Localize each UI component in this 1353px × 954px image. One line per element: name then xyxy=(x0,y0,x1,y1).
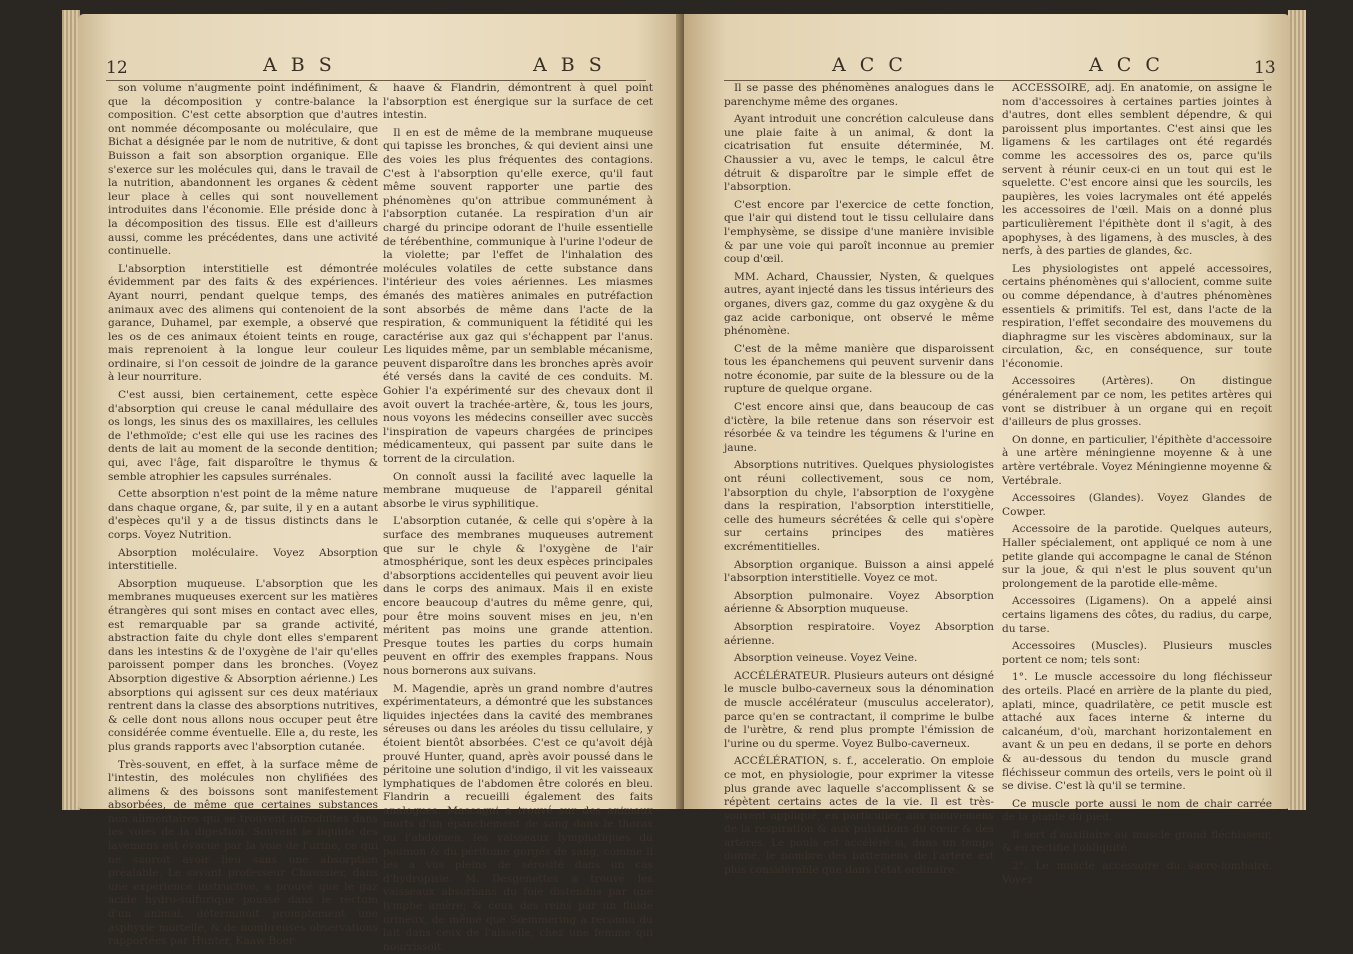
paragraph: ACCÉLÉRATION, s. f., acceleratio. On emploie ce mot, en physiologie, pour exprimer la vitesse plus grande avec laquelle s'accomplissent & se répètent certains actes de la vie. Il est très-souvent appliqué, en particulier, aux mouvemens de la respiration & aux pulsations du cœur & des artères. Le pouls est accéléré si, dans un temps donné, le nombre des battemens de l'artère est plus considérable que dans l'état ordinaire. xyxy=(724,755,994,877)
text-column-right-1 xyxy=(724,82,994,877)
paragraph: haave & Flandrin, démontrent à quel point l'absorption est énergique sur la surface de cet intestin. xyxy=(383,82,653,122)
paragraph: L'absorption interstitielle est démontrée évidemment par des faits & des expériences. Ayant nourri, pendant quelque temps, des animaux avec des alimens qui contenoient de la garance, Duhamel, par exemple, a observé que les os de ces animaux étoient teints en rouge, mais reprenoient à la longue leur couleur ordinaire, si l'on cessoit de joindre de la garance à leur nourriture. xyxy=(108,262,378,384)
paragraph: Cette absorption n'est point de la même nature dans chaque organe, &, par suite, il y en a autant d'espèces qu'il y a de tissus distincts dans le corps. Voyez Nutrition. xyxy=(108,488,378,541)
paragraph: Il sert d'auxiliaire au muscle grand fléchisseur, & en rectifie l'obliquité. xyxy=(1002,828,1272,855)
header-rule xyxy=(106,80,646,81)
paragraph: Absorption muqueuse. L'absorption que les membranes muqueuses exercent sur les matières étrangères qui sont mises en contact avec elles, est remarquable par sa grande activité, abstraction faite du chyle dont elles s'emparent dans les intestins & de l'oxygène de l'air qu'elles paroissent pomper dans les bronches. (Voyez Absorption digestive & Absorption aérienne.) Les absorptions qui agissent sur ces deux matériaux rentrent dans la classe des absorptions nutritives, & celle dont nous allons nous occuper peut être considérée comme éventuelle. Elle a, du reste, les plus grands rapports avec l'absorption cutanée. xyxy=(108,577,378,753)
running-head-left-1: A B S xyxy=(263,54,336,76)
paragraph: Il en est de même de la membrane muqueuse qui tapisse les bronches, & qui devient ainsi une des voies les plus fréquentes des contagions. C'est à l'absorption qu'elle exerce, qu'il faut même souvent rapporter une partie des phénomènes qu'on attribue communément à l'absorption cutanée. La respiration d'un air chargé du principe odorant de l'huile essentielle de térébenthine, communique à l'urine l'odeur de la violette; par l'effet de l'inhalation des molécules volatiles de cette substance dans l'intérieur des voies aériennes. Les miasmes émanés des matières animales en putréfaction sont absorbés de même dans l'acte de la respiration, & communiquent la fétidité qui les caractérise aux gaz qui s'échappent par l'anus. Les liquides même, par un semblable mécanisme, peuvent disparoître dans les bronches après avoir été versés dans la cavité de ces conduits. M. Gohier l'a expérimenté sur des chevaux dont il avoit ouvert la trachée-artère, &, tous les jours, nous voyons les médecins conseiller avec succès l'inspiration de vapeurs chargées de principes médicamenteux, qui passent par suite dans le torrent de la circulation. xyxy=(383,126,653,466)
paragraph: C'est encore ainsi que, dans beaucoup de cas d'ictère, la bile retenue dans son réservoir est résorbée & va teindre les tégumens & l'urine en jaune. xyxy=(724,401,994,454)
running-head-left-2: A B S xyxy=(533,54,606,76)
paragraph: Très-souvent, en effet, à la surface même de l'intestin, des molécules non chylifiées des alimens & des boissons sont manifestement absorbées, de même que certaines substances non alimentaires qui se trouvent introduites dans les voies de la digestion. Souvent le liquide des lavemens est évacué par la voie de l'urine, ce qui ne sauroit avoir lieu sans une absorption préalable. Le savant professeur Chaussier, dans une expérience instructive, a prouvé que le gaz acide hydro-sulfurique poussé dans le rectum d'un animal, déterminoit promptement une asphyxie mortelle, & de nombreuses observations rapportées par Hunter, Kaaw Boer- xyxy=(108,758,378,948)
right-page-edges xyxy=(1288,10,1306,810)
paragraph: ACCESSOIRE, adj. En anatomie, on assigne le nom d'accessoires à certaines parties jointes à d'autres, dont elles semblent dépendre, & qui paroissent plus importantes. C'est ainsi que les ligamens & les cartilages ont été regardés comme les accessoires des os, parce qu'ils servent à réunir ceux-ci en un tout qui est le squelette. C'est encore ainsi que les sourcils, les paupières, les voies lacrymales ont été appelés les accessoires de l'œil. Mais on a donné plus particulièrement l'épithète dont il s'agit, à des apophyses, à des ligamens, à des muscles, à des nerfs, à des parties de glandes, &c. xyxy=(1002,82,1272,258)
paragraph: Ce muscle porte aussi le nom de chair carrée de la plante du pied. xyxy=(1002,797,1272,824)
paragraph: 1°. Le muscle accessoire du long fléchisseur des orteils. Placé en arrière de la plante du pied, aplati, mince, quadrilatère, ce petit muscle est attaché aux faces interne & interne du calcanéum, d'où, marchant horizontalement en avant & un peu en dedans, il se porte en dehors & au-dessous du tendon du muscle grand fléchisseur commun des orteils, vers le point où il se divise. C'est là qu'il se termine. xyxy=(1002,671,1272,793)
page-number-right: 13 xyxy=(1254,58,1276,78)
paragraph: Absorption pulmonaire. Voyez Absorption aérienne & Absorption muqueuse. xyxy=(724,589,994,616)
paragraph: Absorption respiratoire. Voyez Absorption aérienne. xyxy=(724,620,994,647)
paragraph: Absorption moléculaire. Voyez Absorption interstitielle. xyxy=(108,546,378,573)
paragraph: Il se passe des phénomènes analogues dans le parenchyme même des organes. xyxy=(724,82,994,108)
paragraph: C'est de la même manière que disparoissent tous les épanchemens qui peuvent survenir dans notre économie, par suite de la blessure ou de la rupture de quelque organe. xyxy=(724,342,994,396)
left-page xyxy=(78,14,684,953)
paragraph: MM. Achard, Chaussier, Nysten, & quelques autres, ayant injecté dans les tissus intérieurs des organes, divers gaz, comme du gaz oxygène & du gaz acide carbonique, ont observé le même phénomène. xyxy=(724,270,994,338)
header-rule xyxy=(724,80,1264,81)
paragraph: Accessoire de la parotide. Quelques auteurs, Haller spécialement, ont appliqué ce nom à une petite glande qui accompagne le canal de Sténon sur la joue, & qui n'est le plus souvent qu'un prolongement de la parotide elle-même. xyxy=(1002,523,1272,590)
paragraph: ACCÉLÉRATEUR. Plusieurs auteurs ont désigné le muscle bulbo-caverneux sous la dénomination de muscle accélérateur (musculus accelerator), parce qu'en se contractant, il comprime le bulbe de l'urètre, & rend plus prompte l'émission de l'urine ou du sperme. Voyez Bulbo-caverneux. xyxy=(724,669,994,750)
paragraph: L'absorption cutanée, & celle qui s'opère à la surface des membranes muqueuses autrement que sur le chyle & l'oxygène de l'air atmosphérique, sont les deux espèces principales d'absorptions accidentelles qui peuvent avoir lieu dans le corps des animaux. Mais il en existe encore beaucoup d'autres du même genre, qui, pour être moins souvent mises en jeu, n'en méritent pas moins une grande attention. Presque toutes les parties du corps humain peuvent en offrir des exemples frappans. Nous nous bornerons aux suivans. xyxy=(383,515,653,677)
text-column-right-2 xyxy=(1002,82,1272,886)
paragraph: 2°. Le muscle accessoire du sacro-lombaire. Voyez xyxy=(1002,860,1272,886)
paragraph: Accessoires (Artères). On distingue généralement par ce nom, les petites artères qui vont se distribuer à un organe qui en reçoit d'ailleurs de plus grosses. xyxy=(1002,375,1272,429)
running-head-right-1: A C C xyxy=(832,54,907,76)
paragraph: Accessoires (Muscles). Plusieurs muscles portent ce nom; tels sont: xyxy=(1002,640,1272,666)
paragraph: C'est aussi, bien certainement, cette espèce d'absorption qui creuse le canal médullaire des os longs, les sinus des os maxillaires, les cellules de l'ethmoïde; c'est elle qui use les racines des dents de lait au moment de la seconde dentition; qui, avec l'âge, fait disparoître le thymus & semble atrophier les capsules surrénales. xyxy=(108,389,378,483)
text-column-left-1 xyxy=(108,82,378,948)
running-head-right-2: A C C xyxy=(1089,54,1164,76)
page-number-left: 12 xyxy=(106,58,128,78)
paragraph: Accessoires (Ligamens). On a appelé ainsi certains ligamens des côtes, du radius, du carpe, du tarse. xyxy=(1002,595,1272,635)
paragraph: Absorption organique. Buisson a ainsi appelé l'absorption interstitielle. Voyez ce mot. xyxy=(724,558,994,585)
paragraph: M. Magendie, après un grand nombre d'autres expérimentateurs, a démontré que les substances liquides injectées dans la cavité des membranes séreuses ou dans les aréoles du tissu cellulaire, y étoient bientôt absorbées. C'est ce qu'avoit déjà prouvé Hunter, quand, après avoir poussé dans le péritoine une solution d'indigo, il vit les vaisseaux lymphatiques de l'abdomen être colorés en bleu. Flandrin a recueilli également des faits analogues. Mascagni a trouvé sur des animaux morts d'un épanchement de sang dans le thorax ou l'abdomen, les vaisseaux lymphatiques du poumon & du péritoine gorgés de sang, comme il les a vus pleins de sérosité dans un cas d'hydropisie. M. Desgenettes a trouvé les vaisseaux absorbans du foie distendus par une lymphe amère; & ceux des reins par un fluide urineux, de même que Sœmmering a reconnu du lait dans ceux de l'aisselle, chez une femme qui nourrissoit. xyxy=(383,682,653,953)
paragraph: C'est encore par l'exercice de cette fonction, que l'air qui distend tout le tissu cellulaire dans l'emphysème, se dissipe d'une manière invisible & par une voie qui paroît inconnue au premier coup d'œil. xyxy=(724,198,994,266)
paragraph: Ayant introduit une concrétion calculeuse dans une plaie faite à un animal, & dont la cicatrisation fut ensuite déterminée, M. Chaussier a vu, avec le temps, le calcul être détruit & disparoître par le simple effet de l'absorption. xyxy=(724,113,994,194)
right-page xyxy=(684,14,1290,886)
paragraph: Les physiologistes ont appelé accessoires, certains phénomènes qui s'allocient, comme suite ou comme dépendance, à d'autres phénomènes essentiels & primitifs. Tel est, dans l'acte de la respiration, l'effet secondaire des mouvemens du diaphragme sur les viscères abdominaux, sur la circulation, &c, en conséquence, sur toute l'économie. xyxy=(1002,262,1272,370)
paragraph: On connoît aussi la facilité avec laquelle la membrane muqueuse de l'appareil génital absorbe le virus syphilitique. xyxy=(383,470,653,510)
paragraph: Absorption veineuse. Voyez Veine. xyxy=(734,652,918,665)
paragraph: Absorptions nutritives. Quelques physiologistes ont réuni collectivement, sous ce nom, l'absorption du chyle, l'absorption de l'oxygène dans la respiration, l'absorption interstitielle, celle des humeurs sécrétées & celle qui s'opère sur certains principes des matières excrémentitielles. xyxy=(724,459,994,553)
paragraph: son volume n'augmente point indéfiniment, & que la décomposition y contre-balance la composition. C'est cette absorption que d'autres ont nommée décomposante ou moléculaire, que Bichat a désignée par le nom de nutritive, & dont Buisson a fait son absorption organique. Elle s'exerce sur les molécules qui, dans le travail de la nutrition, abandonnent les organes & cèdent leur place à celles qui sont nouvellement introduites dans l'économie. Elle préside donc à la décomposition des tissus. Elle est d'ailleurs aussi, comme les précédentes, dans une activité continuelle. xyxy=(108,82,378,258)
paragraph: On donne, en particulier, l'épithète d'accessoire à une artère méningienne moyenne & à une artère vertébrale. Voyez Méningienne moyenne & Vertébrale. xyxy=(1002,433,1272,487)
text-column-left-2 xyxy=(383,82,653,953)
paragraph: Accessoires (Glandes). Voyez Glandes de Cowper. xyxy=(1002,492,1272,518)
